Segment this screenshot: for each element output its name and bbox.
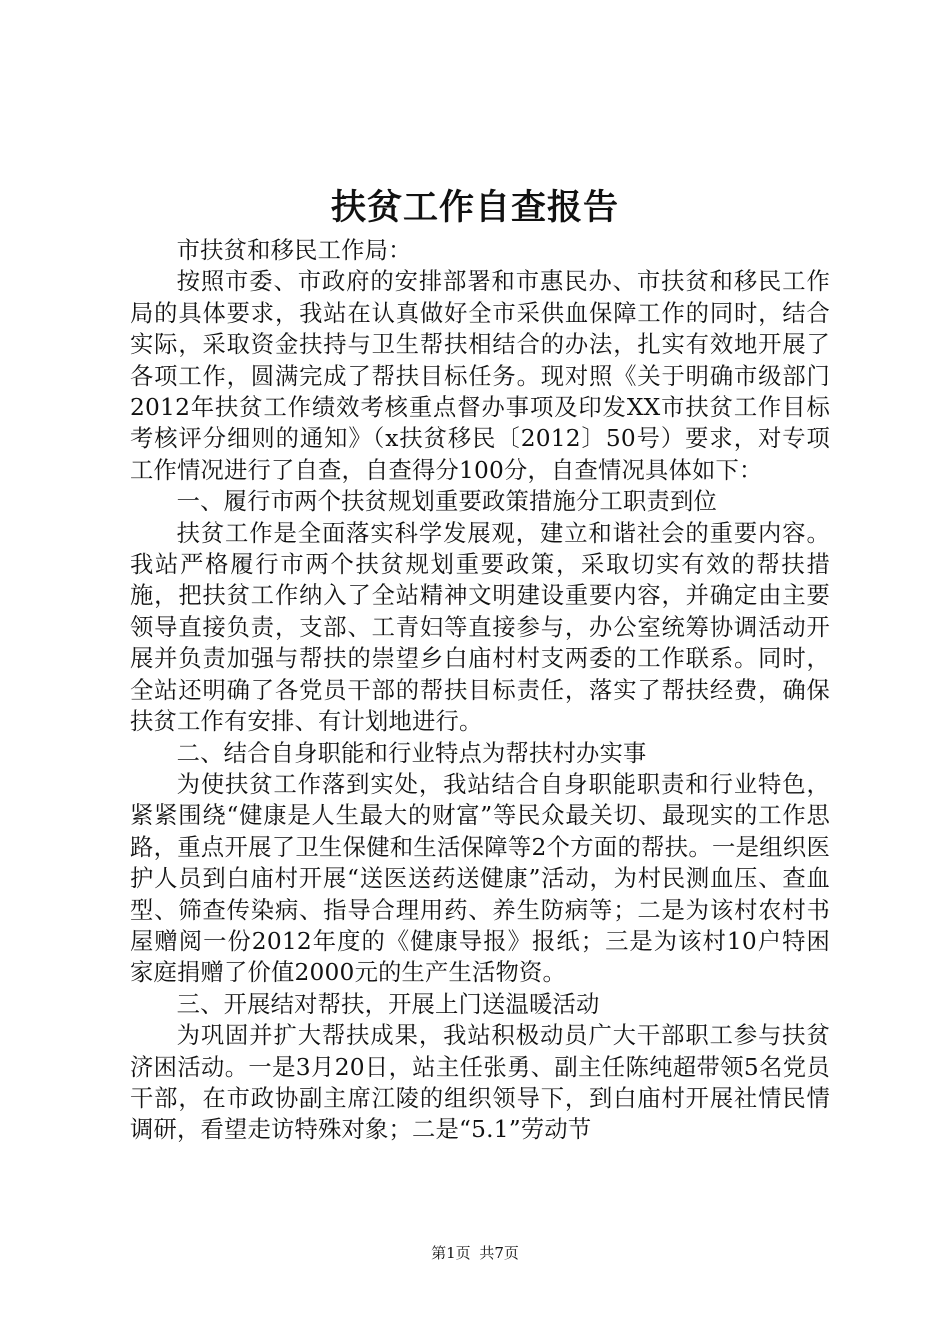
section-heading: 二、结合自身职能和行业特点为帮扶村办实事 — [176, 739, 647, 767]
body-paragraph: 按照市委、市政府的安排部署和市惠民办、市扶贫和移民工作局的具体要求，我站在认真做好全市采供血保障工作的同时，结合实际，采取资金扶持与卫生帮扶相结合的办法，扎实有效地开展了各项工作，圆满完成了帮扶目标任务。现对照《关于明确市级部门2012年扶贫工作绩效考核重点督办事项及印发XX市扶贫工作目标考核评分细则的通知》（x扶贫移民〔2012〕50号）要求，对专项工作情况进行了自查，自查得分100分，自查情况具体如下： — [130, 268, 830, 484]
section-heading: 一、履行市两个扶贫规划重要政策措施分工职责到位 — [176, 488, 718, 516]
document-title: 扶贫工作自查报告 — [330, 187, 619, 228]
document-body — [130, 235, 830, 1146]
page-number-footer: 第1页 共7页 — [431, 1244, 519, 1262]
body-paragraph: 为使扶贫工作落到实处，我站结合自身职能职责和行业特色，紧紧围绕“健康是人生最大的财富”等民众最关切、最现实的工作思路，重点开展了卫生保健和生活保障等2个方面的帮扶。一是组织医护人员到白庙村开展“送医送药送健康”活动，为村民测血压、查血型、筛查传染病、指导合理用药、养生防病等；二是为该村农村书屋赠阅一份2012年度的《健康导报》报纸；三是为该村10户特困家庭捐赠了价值2000元的生产生活物资。 — [130, 770, 830, 987]
body-paragraph: 为巩固并扩大帮扶成果，我站积极动员广大干部职工参与扶贫济困活动。一是3月20日，站主任张勇、副主任陈纯超带领5名党员干部，在市政协副主席江陵的组织领导下，到白庙村开展社情民情调研，看望走访特殊对象；二是“5.1”劳动节 — [130, 1022, 830, 1144]
salutation: 市扶贫和移民工作局： — [176, 237, 412, 264]
section-heading: 三、开展结对帮扶，开展上门送温暖活动 — [176, 990, 600, 1018]
body-paragraph: 扶贫工作是全面落实科学发展观，建立和谐社会的重要内容。我站严格履行市两个扶贫规划重要政策，采取切实有效的帮扶措施，把扶贫工作纳入了全站精神文明建设重要内容，并确定由主要领导直接负责，支部、工青妇等直接参与，办公室统筹协调活动开展并负责加强与帮扶的崇望乡白庙村村支两委的工作联系。同时，全站还明确了各党员干部的帮扶目标责任，落实了帮扶经费，确保扶贫工作有安排、有计划地进行。 — [130, 519, 830, 736]
